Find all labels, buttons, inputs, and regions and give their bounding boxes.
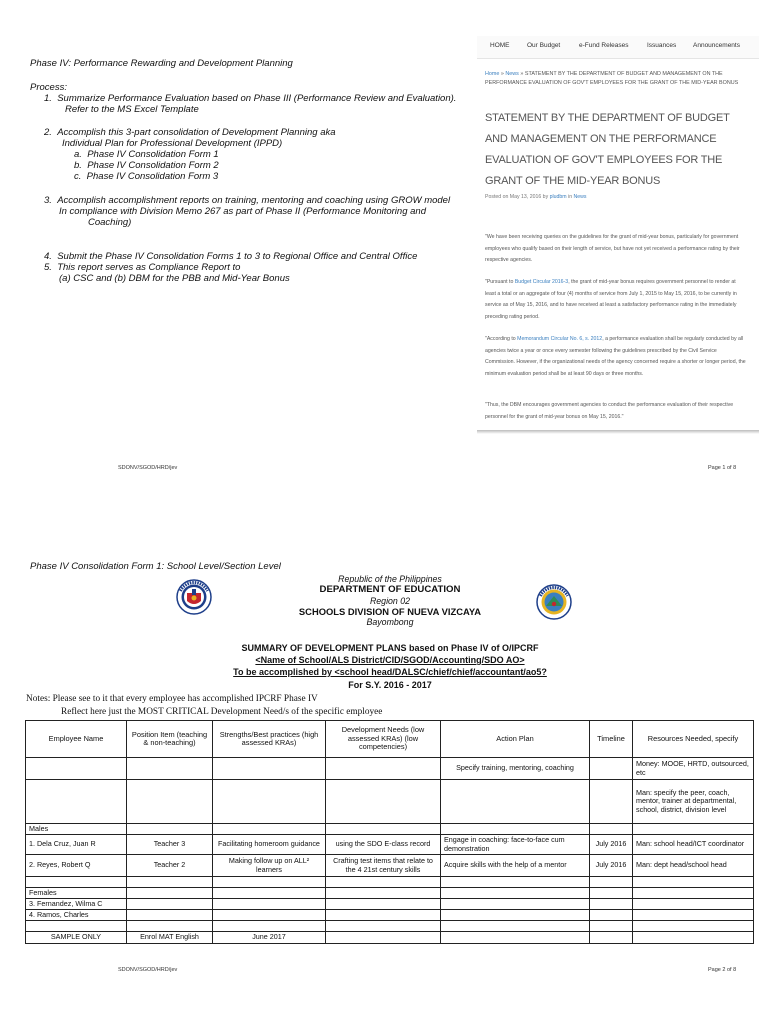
col-resources: Resources Needed, specify <box>633 721 754 758</box>
development-plan-table <box>25 720 754 944</box>
dept-line: DEPARTMENT OF EDUCATION <box>319 584 461 595</box>
females-label: Females <box>26 888 127 899</box>
nav-our-budget[interactable]: Our Budget <box>527 42 561 49</box>
item-4: 4. Submit the Phase IV Consolidation Forms 1 to 3 to Regional Office and Central Office <box>44 251 418 262</box>
category-link[interactable]: News <box>573 194 587 200</box>
region-line: Region 02 <box>369 596 411 606</box>
article-para-2: "Pursuant to Budget Circular 2016-3, the grant of mid-year bonus requires government personnel to render at least a total or an aggregate of four (4) months of service from July 1, 2015 to May 15, 2016, to be currently in service as of May 15, 2016, and to have received at least a satisfactory performance rating in the immediately preceding rating period. <box>485 279 737 320</box>
sample-row: SAMPLE ONLY Enrol MAT English June 2017 <box>26 932 754 944</box>
table-header-row <box>26 721 754 758</box>
resources-hint-money: Money: MOOE, HRTD, outsourced, etc <box>633 758 754 780</box>
memo-circular-link[interactable]: Memorandum Circular No. 6, s. 2012 <box>517 336 603 342</box>
process-label: Process: <box>30 82 67 93</box>
author-link[interactable]: pludbm <box>549 194 567 200</box>
table-row <box>26 877 754 888</box>
table-row <box>26 824 754 835</box>
summary-title: SUMMARY OF DEVELOPMENT PLANS based on Phase IV of O/IPCRF <box>241 643 539 653</box>
item-2: 2. Accomplish this 3-part consolidation of Development Planning aka <box>44 127 336 138</box>
nav-home[interactable]: HOME <box>490 42 510 49</box>
division-seal-logo <box>536 584 572 620</box>
republic-line: Republic of the Philippines <box>338 574 442 584</box>
subitem-a: a. Phase IV Consolidation Form 1 <box>74 149 219 160</box>
footer-left-p1: SDONV/SGOD/HRD/jev <box>118 465 178 471</box>
notes-line-2: Reflect here just the MOST CRITICAL Development Need/s of the specific employee <box>61 707 383 717</box>
nav-issuances[interactable]: Issuances <box>647 42 677 49</box>
school-year-line: For S.Y. 2016 - 2017 <box>348 680 432 690</box>
table-row: 4. Ramos, Charles <box>26 910 754 921</box>
breadcrumb-news[interactable]: News <box>505 71 519 77</box>
panel-shadow <box>477 430 759 434</box>
item-3-cont2: Coaching) <box>88 217 132 228</box>
footer-right-p1: Page 1 of 8 <box>708 465 737 471</box>
item-2-cont: Individual Plan for Professional Development (IPPD) <box>62 138 283 149</box>
males-label: Males <box>26 824 127 835</box>
item-1-cont: Refer to the MS Excel Template <box>65 104 199 115</box>
col-dev-needs: Development Needs (low assessed KRAs) (low competencies) <box>326 721 441 758</box>
subitem-c: c. Phase IV Consolidation Form 3 <box>74 171 219 182</box>
division-line: SCHOOLS DIVISION OF NUEVA VIZCAYA <box>298 606 482 617</box>
footer-left-p2: SDONV/SGOD/HRD/jev <box>118 967 178 973</box>
city-line: Bayombong <box>366 617 414 627</box>
footer-right-p2: Page 2 of 8 <box>708 967 737 973</box>
budget-circular-link[interactable]: Budget Circular 2016-3 <box>514 279 569 285</box>
col-action-plan: Action Plan <box>441 721 590 758</box>
nav-efund-releases[interactable]: e-Fund Releases <box>579 42 629 49</box>
col-strengths: Strengths/Best practices (high assessed KRAs) <box>213 721 326 758</box>
item-3-cont: In compliance with Division Memo 267 as part of Phase II (Performance Monitoring and <box>59 206 426 217</box>
col-timeline: Timeline <box>590 721 633 758</box>
article-para-3: "According to Memorandum Circular No. 6, s. 2012, a performance evaluation shall be regularly conducted by all agencies twice a year or once every semester following the guidelines prescribed by the Civil Service Commission. However, if the organizational needs of the agency concerned require a shorter or longer period, the minimum evaluation period shall be at least 90 days or three months. <box>485 336 746 377</box>
post-meta: Posted on May 13, 2016 by pludbm in News <box>485 194 587 200</box>
col-position: Position Item (teaching & non-teaching) <box>127 721 213 758</box>
name-placeholder-line: <Name of School/ALS District/CID/SGOD/Accounting/SDO AO> <box>255 655 525 665</box>
article-para-1: "We have been receiving queries on the guidelines for the grant of mid-year bonus, particularly for government employees who qualify based on their length of service, but have not yet received a performance rating by their respective agencies. <box>485 234 740 263</box>
article-para-4: "Thus, the DBM encourages government agencies to conduct the performance evaluation of their respective personnel for the grant of mid-year bonus on May 15, 2016." <box>485 402 734 420</box>
col-employee-name: Employee Name <box>26 721 127 758</box>
article-title: STATEMENT BY THE DEPARTMENT OF BUDGET AND MANAGEMENT ON THE PERFORMANCE EVALUATION OF GOV'T EMPLOYEES FOR THE GRANT OF THE MID-YEAR BONUS <box>485 112 730 187</box>
table-row <box>26 888 754 899</box>
item-1: 1. Summarize Performance Evaluation based on Phase III (Performance Review and Evaluation). <box>44 93 457 104</box>
table-row: 3. Fernandez, Wilma C <box>26 899 754 910</box>
deped-seal-logo <box>176 579 212 615</box>
form-title: Phase IV Consolidation Form 1: School Level/Section Level <box>30 561 281 572</box>
dbm-website-panel <box>477 36 759 432</box>
accomplish-line: To be accomplished by <school head/DALSC/chief/chief/accountant/ao5? <box>233 667 547 677</box>
table-row <box>26 780 754 824</box>
table-row <box>26 758 754 780</box>
item-3: 3. Accomplish accomplishment reports on training, mentoring and coaching using GROW model <box>44 195 451 206</box>
subitem-b: b. Phase IV Consolidation Form 2 <box>74 160 219 171</box>
table-row: 1. Dela Cruz, Juan R Teacher 3 Facilitating homeroom guidance using the SDO E-class record Engage in coaching: face-to-face cum demonstration July 2016 Man: school head/ICT coordinator <box>26 835 754 855</box>
site-nav <box>477 36 759 59</box>
resources-hint-man: Man: specify the peer, coach, mentor, trainer at departmental, school, district, division level <box>633 780 754 824</box>
table-row <box>26 921 754 932</box>
breadcrumb-home[interactable]: Home <box>485 71 500 77</box>
notes-line-1: Notes: Please see to it that every employee has accomplished IPCRF Phase IV <box>26 694 318 704</box>
item-5: 5. This report serves as Compliance Report to <box>44 262 241 273</box>
item-5-cont: (a) CSC and (b) DBM for the PBB and Mid-Year Bonus <box>59 273 290 284</box>
nav-announcements[interactable]: Announcements <box>693 42 740 49</box>
breadcrumb: Home » News » STATEMENT BY THE DEPARTMENT OF BUDGET AND MANAGEMENT ON THE PERFORMANCE EVALUATION OF GOV'T EMPLOYEES FOR THE GRANT OF THE MID-YEAR BONUS <box>485 71 739 86</box>
action-hint: Specify training, mentoring, coaching <box>441 758 590 780</box>
phase-title: Phase IV: Performance Rewarding and Development Planning <box>30 58 293 69</box>
table-row: 2. Reyes, Robert Q Teacher 2 Making follow up on ALL² learners Crafting test items that relate to the 4 21st century skills Acquire skills with the help of a mentor July 2016 Man: dept head/school head <box>26 855 754 877</box>
